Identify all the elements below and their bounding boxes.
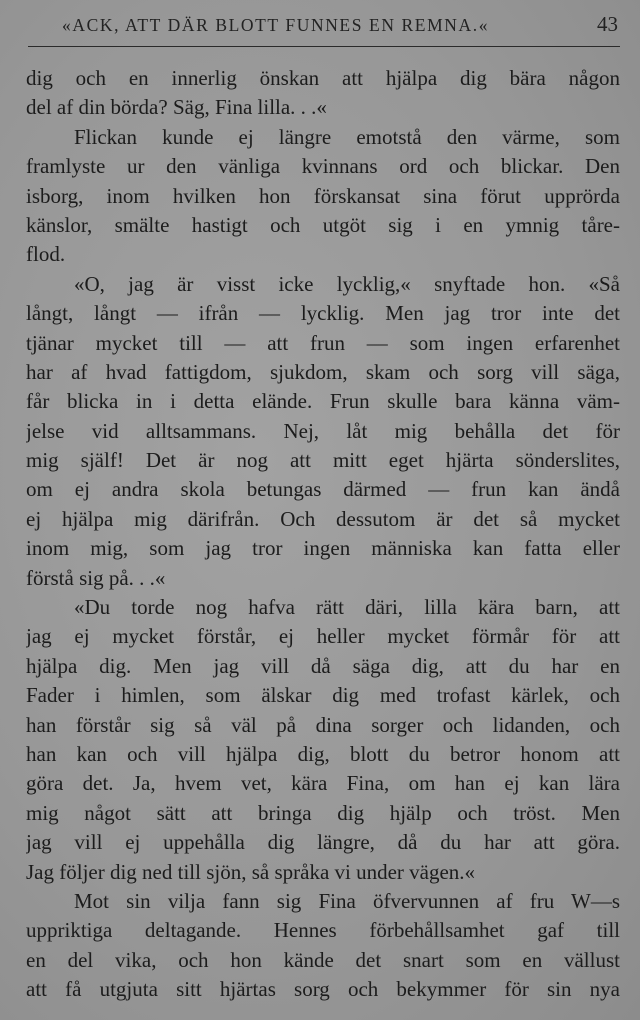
text-line: han kan och vill hjälpa dig, blott du betror honom att bbox=[26, 741, 620, 766]
running-title: «ACK, ATT DÄR BLOTT FUNNES EN REMNA.« bbox=[62, 15, 490, 35]
text-line: dig och en innerlig önskan att hjälpa dig bära någon bbox=[26, 66, 620, 90]
text-line: isborg, inom hvilken hon förskansat sina förut upprörda bbox=[26, 183, 620, 208]
text-line: tjänar mycket till — att frun — som ingen erfarenhet bbox=[26, 330, 620, 355]
text-line: Fader i himlen, som älskar dig med trofast kärlek, och bbox=[26, 683, 620, 708]
text-line: göra det. Ja, hvem vet, kära Fina, om han ej kan lära bbox=[26, 771, 620, 796]
text-line: «Du torde nog hafva rätt däri, lilla kära barn, att bbox=[74, 595, 620, 620]
text-line: «O, jag är visst icke lycklig,« snyftade hon. «Så bbox=[74, 271, 620, 296]
text-line: långt, långt — ifrån — lycklig. Men jag tror inte det bbox=[26, 301, 620, 326]
text-line: hjälpa dig. Men jag vill då säga dig, att du har en bbox=[26, 653, 620, 678]
text-line: framlyste ur den vänliga kvinnans ord och blickar. Den bbox=[26, 154, 620, 179]
text-line: att få utgjuta sitt hjärtas sorg och bekymmer för sin nya bbox=[26, 977, 620, 1002]
text-line: har af hvad fattigdom, sjukdom, skam och sorg vill säga, bbox=[26, 359, 620, 384]
text-line: känslor, smälte hastigt och utgöt sig i en ymnig tåre- bbox=[26, 212, 620, 237]
text-line: han förstår sig så väl på dina sorger och lidanden, och bbox=[26, 712, 620, 737]
text-line: Mot sin vilja fann sig Fina öfvervunnen af fru W—s bbox=[74, 888, 620, 913]
text-line: inom mig, som jag tror ingen människa kan fatta eller bbox=[26, 536, 620, 561]
text-line: jag ej mycket förstår, ej heller mycket förmår för att bbox=[26, 624, 620, 649]
text-line: mig något sätt att bringa dig hjälp och tröst. Men bbox=[26, 800, 620, 825]
page-header bbox=[62, 12, 618, 44]
text-line: uppriktiga deltagande. Hennes förbehållsamhet gaf till bbox=[26, 918, 620, 943]
text-line: får blicka in i detta elände. Frun skulle bara känna väm- bbox=[26, 389, 620, 414]
text-line: en del vika, och hon kände det snart som en vällust bbox=[26, 947, 620, 972]
text-line: förstå sig på. . .« bbox=[26, 565, 166, 590]
text-line: del af din börda? Säg, Fina lilla. . .« bbox=[26, 95, 327, 120]
text-line: Jag följer dig ned till sjön, så språka vi under vägen.« bbox=[26, 859, 476, 884]
text-line: jag vill ej uppehålla dig längre, då du har att göra. bbox=[26, 830, 620, 855]
text-line: jelse vid alltsammans. Nej, låt mig behålla det för bbox=[26, 418, 620, 443]
page-number: 43 bbox=[597, 12, 618, 36]
text-line: mig själf! Det är nog att mitt eget hjärta sönderslites, bbox=[26, 448, 620, 473]
body-text bbox=[26, 64, 620, 1005]
text-line: Flickan kunde ej längre emotstå den värme, som bbox=[74, 124, 620, 149]
text-line: om ej andra skola betungas därmed — frun kan ändå bbox=[26, 477, 620, 502]
text-line: flod. bbox=[26, 242, 66, 267]
text-line: ej hjälpa mig därifrån. Och dessutom är det så mycket bbox=[26, 506, 620, 531]
header-rule bbox=[28, 46, 620, 47]
